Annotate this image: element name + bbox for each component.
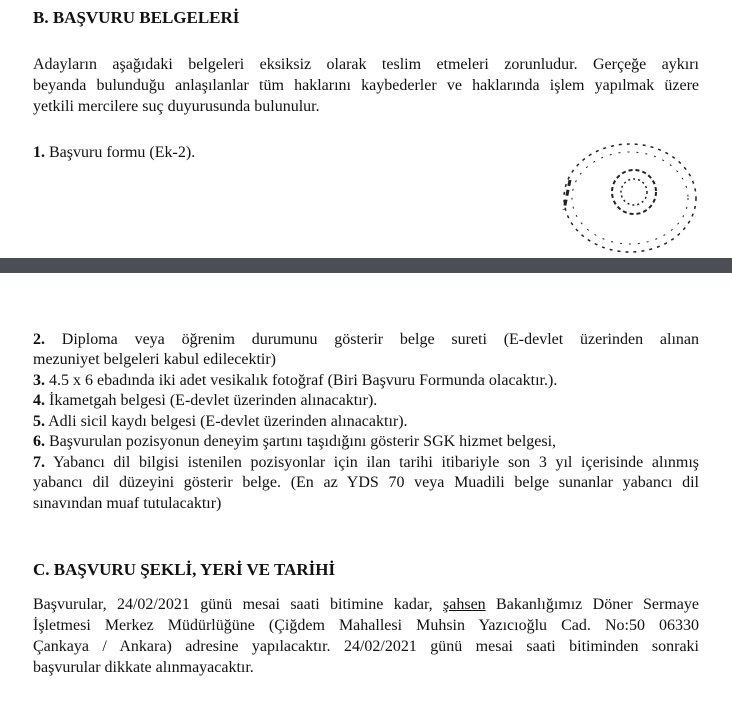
intro-line: Adayların aşağıdaki belgeleri eksiksiz olarak teslim etmeleri zorunludur. Gerçeğe aykırı — [33, 56, 699, 73]
intro-line: yetkili mercilere suç duyurusunda bulunulur. — [33, 98, 320, 115]
paragraph-line: İşletmesi Merkez Müdürlüğüne (Çiğdem Mahallesi Muhsin Yazıcıoğlu Cad. No:50 06330 — [33, 617, 699, 634]
list-item: 1. Başvuru formu (Ek-2). — [33, 144, 196, 161]
list-item-cont: sınavından muaf tutulacaktır) — [33, 495, 222, 512]
paragraph-line: başvurular dikkate alınmayacaktır. — [33, 659, 254, 676]
list-item: 6. Başvurulan pozisyonun deneyim şartını taşıdığını gösterir SGK hizmet belgesi, — [33, 433, 557, 450]
list-item-cont: mezuniyet belgeleri kabul edilecektir) — [33, 351, 276, 368]
list-item: 3. 4.5 x 6 ebadında iki adet vesikalık fotoğraf (Biri Başvuru Formunda olacaktır.). — [33, 372, 558, 389]
list-item: 2. Diploma veya öğrenim durumunu gösterir belge sureti (E-devlet üzerinden alınan — [33, 331, 699, 348]
paragraph-line: Çankaya / Ankara) adresine yapılacaktır. 24/02/2021 günü mesai saati bitiminden sonraki — [33, 638, 699, 655]
list-item: 7. Yabancı dil bilgisi istenilen pozisyonlar için ilan tarihi itibariyle son 3 yıl içerisinde alınmış — [33, 454, 699, 471]
section-c-title: C. BAŞVURU ŞEKLİ, YERİ VE TARİHİ — [33, 560, 336, 579]
list-item: 5. Adli sicil kaydı belgesi (E-devlet üzerinden alınacaktır). — [33, 413, 408, 430]
paragraph-line: Başvurular, 24/02/2021 günü mesai saati bitimine kadar, şahsen Bakanlığımız Döner Sermaye — [33, 596, 699, 613]
list-item: 4. İkametgah belgesi (E-devlet üzerinden alınacaktır). — [33, 392, 378, 409]
section-b-title: B. BAŞVURU BELGELERİ — [33, 8, 240, 27]
page-separator — [0, 258, 732, 273]
list-item-cont: yabancı dil düzeyini gösterir belge. (En az YDS 70 veya Muadili belge sunanlar yabancı dil — [33, 474, 699, 491]
official-stamp — [558, 140, 703, 260]
intro-line: beyanda bulunduğu anlaşılanlar tüm haklarını kaybederler ve haklarında işlem yapılmak üzere — [33, 77, 699, 94]
